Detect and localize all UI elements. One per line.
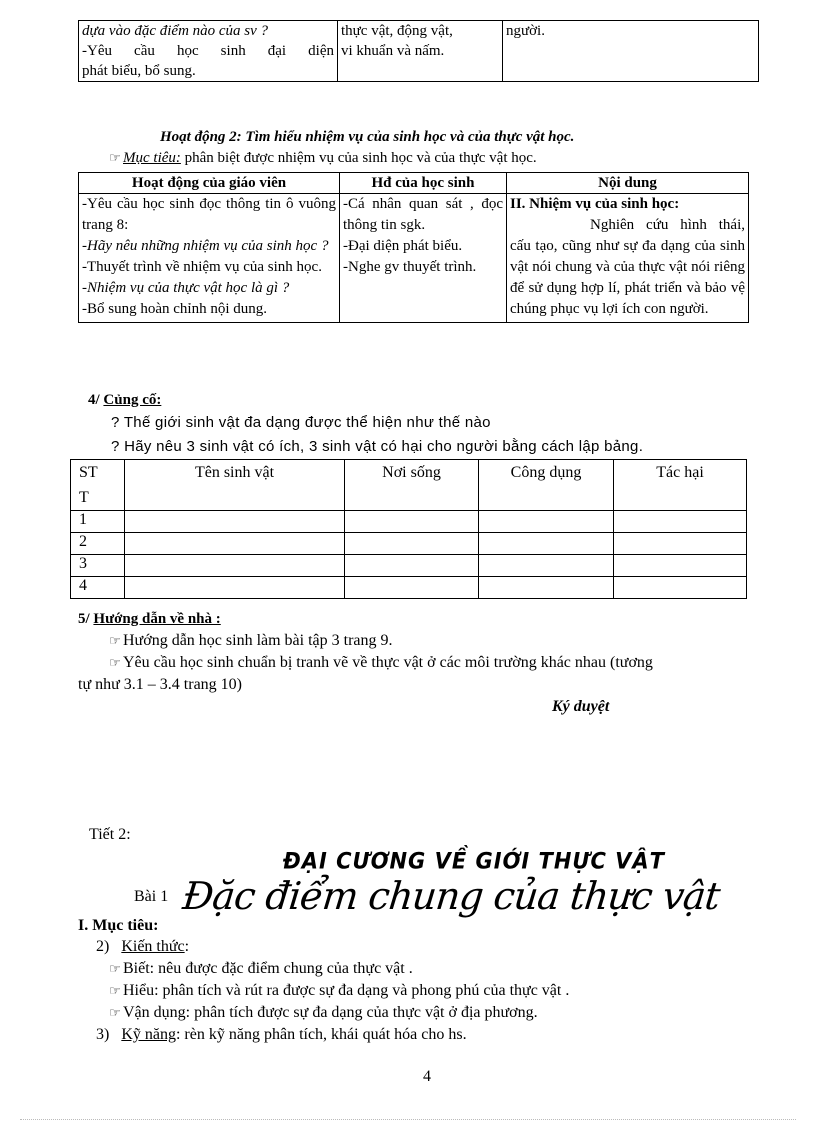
activity2-heading: Hoạt động 2: Tìm hiểu nhiệm vụ của sinh học và của thực vật học.	[160, 129, 575, 145]
hand-pointer-icon: ☞	[109, 655, 121, 670]
lesson-title-handwritten: Đặc điểm chung của thực vật	[180, 874, 722, 918]
objective-understand	[107, 982, 569, 1000]
content-title: II. Nhiệm vụ của sinh học:	[510, 196, 680, 212]
consolidation-num: 4/	[88, 392, 104, 408]
skill-heading	[96, 1026, 467, 1044]
row-number: 1	[71, 511, 125, 533]
objective-text: Vận dụng: phân tích được sự đa dạng của thực vật ở địa phương.	[123, 1004, 538, 1021]
period-label: Tiết 2:	[89, 826, 131, 843]
header-stt: ST T	[71, 460, 125, 511]
homework-item-2-cont: tự như 3.1 – 3.4 trang 10)	[78, 676, 242, 693]
top-text: thực vật, động vật,	[341, 23, 453, 39]
objective-label: Mục tiêu:	[123, 150, 181, 166]
page-bottom-divider	[20, 1119, 796, 1120]
objective-text: Biết: nêu được đặc điểm chung của thực vật .	[123, 960, 413, 977]
student-item: -Nghe gv thuyết trình.	[343, 259, 477, 275]
header-name: Tên sinh vật	[125, 460, 345, 511]
top-text: phát biểu, bổ sung.	[82, 63, 196, 79]
objective-text: Hiểu: phân tích và rút ra được sự đa dạng và phong phú của thực vật .	[123, 982, 570, 999]
table-row	[71, 555, 747, 577]
teacher-item: -Bổ sung hoàn chỉnh nội dung.	[82, 301, 267, 317]
top-cell-content	[503, 21, 759, 82]
hand-pointer-icon: ☞	[109, 961, 121, 976]
header-habitat: Nơi sống	[345, 460, 479, 511]
top-text: dựa vào đặc điểm nào của sv ?	[82, 23, 269, 39]
student-item: -Đại diện phát biểu.	[343, 238, 463, 254]
teacher-cell	[79, 194, 340, 323]
header-student: Hđ của học sinh	[340, 173, 507, 194]
content-text: Nghiên cứu hình thái, cấu tạo, cũng như sự đa dạng của sinh vật nói chung và của thực vật nói riêng để sử dụng hợp lí, phát triển và bảo vệ chúng phục vụ lợi ích con người.	[510, 217, 745, 317]
row-number: 2	[71, 533, 125, 555]
knowledge-colon: :	[184, 938, 190, 955]
student-cell	[340, 194, 507, 323]
knowledge-heading	[96, 938, 189, 956]
homework-item-text: Hướng dẫn học sinh làm bài tập 3 trang 9.	[123, 632, 393, 649]
homework-item-text: Yêu cầu học sinh chuẩn bị tranh vẽ về thực vật ở các môi trường khác nhau (tương	[123, 654, 653, 671]
skill-label: Kỹ năng	[121, 1026, 176, 1043]
content-cell	[507, 194, 749, 323]
activity-table	[78, 172, 749, 323]
organism-table	[70, 459, 747, 599]
homework-num: 5/	[78, 611, 94, 627]
teacher-item: -Yêu cầu học sinh đọc thông tin ô vuông trang 8:	[82, 196, 336, 233]
skill-num: 3)	[96, 1026, 110, 1043]
header-teacher: Hoạt động của giáo viên	[79, 173, 340, 194]
question-1: ? Thế giới sinh vật đa dạng được thể hiện như thế nào	[111, 414, 491, 431]
homework-item-1	[107, 632, 393, 650]
skill-text: : rèn kỹ năng phân tích, khái quát hóa cho hs.	[175, 1026, 467, 1043]
objective-know	[107, 960, 413, 978]
objectives-heading: I. Mục tiêu:	[78, 917, 159, 934]
row-number: 4	[71, 577, 125, 599]
teacher-item: -Thuyết trình về nhiệm vụ của sinh học.	[82, 259, 322, 275]
top-cell-teacher	[79, 21, 338, 82]
homework-heading	[78, 611, 221, 628]
hand-pointer-icon: ☞	[109, 150, 121, 165]
top-text: -Yêu cầu học sinh đại diện	[82, 43, 334, 59]
top-text: người.	[506, 23, 545, 39]
table-row	[71, 533, 747, 555]
approval-label: Ký duyệt	[552, 698, 610, 715]
header-content: Nội dung	[507, 173, 749, 194]
question-2: ? Hãy nêu 3 sinh vật có ích, 3 sinh vật có hại cho người bằng cách lập bảng.	[111, 438, 644, 455]
knowledge-label: Kiến thức	[121, 938, 185, 955]
teacher-item: -Nhiệm vụ của thực vật học là gì ?	[82, 280, 290, 296]
homework-item-2	[107, 654, 653, 672]
top-text: vi khuẩn và nấm.	[341, 43, 445, 59]
top-cell-student	[338, 21, 503, 82]
table-row	[71, 577, 747, 599]
hand-pointer-icon: ☞	[109, 633, 121, 648]
lesson-label: Bài 1	[134, 888, 169, 905]
objective-text: phân biệt được nhiệm vụ của sinh học và của thực vật học.	[180, 150, 537, 166]
knowledge-num: 2)	[96, 938, 110, 955]
row-number: 3	[71, 555, 125, 577]
table-row	[71, 511, 747, 533]
teacher-item: -Hãy nêu những nhiệm vụ của sinh học ?	[82, 238, 329, 254]
objective-apply	[107, 1004, 538, 1022]
student-item: -Cá nhân quan sát , đọc thông tin sgk.	[343, 196, 503, 233]
hand-pointer-icon: ☞	[109, 1005, 121, 1020]
consolidation-title: Củng cố:	[103, 392, 162, 408]
chapter-title: ĐẠI CƯƠNG VỀ GIỚI THỰC VẬT	[283, 848, 666, 874]
top-table	[78, 20, 759, 82]
activity2-objective	[107, 150, 537, 167]
hand-pointer-icon: ☞	[109, 983, 121, 998]
page-number: 4	[423, 1068, 431, 1085]
homework-title: Hướng dẫn về nhà :	[93, 611, 221, 627]
consolidation-heading	[88, 392, 161, 409]
header-use: Công dụng	[479, 460, 614, 511]
header-harm: Tác hại	[614, 460, 747, 511]
